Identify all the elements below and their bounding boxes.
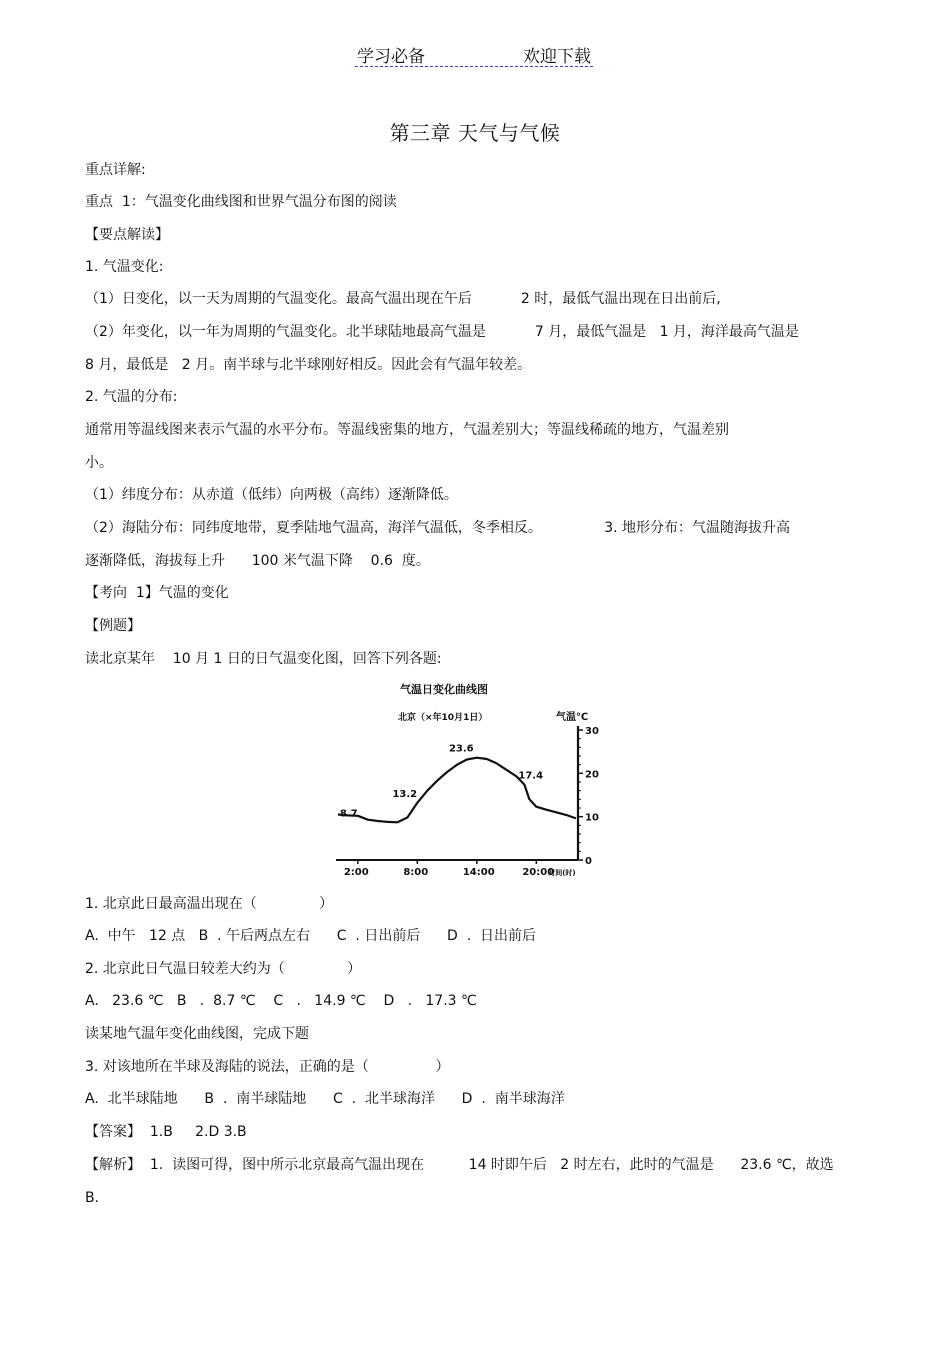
data-label: 8.7 xyxy=(339,808,358,820)
page-header xyxy=(355,40,593,67)
data-label: 13.2 xyxy=(392,788,418,800)
text-line: 【解析】 1. 读图可得，图中所示北京最高气温出现在 14 时即午后 2 时左右，此时的气温是 23.6 ℃，故选 xyxy=(85,1157,834,1173)
text-line: 【答案】 1.B 2.D 3.B xyxy=(85,1124,247,1140)
y-tick-label: 20 xyxy=(585,769,599,781)
x-tick-label: 8:00 xyxy=(403,867,429,878)
text-line: 小。 xyxy=(85,455,113,471)
chart-ylabel: 气温℃ xyxy=(556,712,589,723)
chart-yticks xyxy=(578,726,599,867)
text-line: （1）日变化，以一天为周期的气温变化。最高气温出现在午后 2 时，最低气温出现在日出前后, xyxy=(85,291,721,307)
text-line: 重点 1：气温变化曲线图和世界气温分布图的阅读 xyxy=(85,194,397,210)
x-tick-label: 14:00 xyxy=(462,867,495,878)
text-line: 1. 北京此日最高温出现在（ ） xyxy=(85,896,334,912)
text-line: 通常用等温线图来表示气温的水平分布。等温线密集的地方，气温差别大；等温线稀疏的地方，气温差别 xyxy=(85,422,729,438)
x-axis-label: 时间(时) xyxy=(548,869,576,877)
text-line: 【要点解读】 xyxy=(85,227,169,243)
text-line: A. 中午 12 点 B . 午后两点左右 C . 日出前后 D . 日出前后 xyxy=(85,928,537,944)
y-tick-label: 30 xyxy=(585,726,599,737)
chapter-title: 第三章 天气与气候 xyxy=(389,121,561,145)
text-line: 重点详解: xyxy=(85,162,146,178)
temperature-daily-chart xyxy=(330,680,610,880)
text-line: 2. 气温的分布: xyxy=(85,389,178,405)
text-line: 读北京某年 10 月 1 日的日气温变化图，回答下列各题: xyxy=(85,651,442,667)
text-line: 【例题】 xyxy=(85,618,141,634)
temperature-curve xyxy=(338,758,576,823)
text-line: A. 北半球陆地 B . 南半球陆地 C . 北半球海洋 D . 南半球海洋 xyxy=(85,1091,565,1107)
text-line: B. xyxy=(85,1190,100,1206)
chart-subtitle: 北京（×年10月1日） xyxy=(398,713,488,723)
text-line: 8 月，最低是 2 月。南半球与北半球刚好相反。因此会有气温年较差。 xyxy=(85,357,532,373)
text-line: A. 23.6 ℃ B . 8.7 ℃ C . 14.9 ℃ D . 17.3 ℃ xyxy=(85,993,477,1009)
chart-xticks xyxy=(344,860,576,878)
text-line: 逐渐降低，海拔每上升 100 米气温下降 0.6 度。 xyxy=(85,553,430,569)
text-line: 3. 对该地所在半球及海陆的说法，正确的是（ ） xyxy=(85,1059,450,1075)
header-right: 欢迎下载 xyxy=(523,47,591,67)
text-line: 【考向 1】气温的变化 xyxy=(85,585,229,601)
text-line: （2）海陆分布：同纬度地带，夏季陆地气温高，海洋气温低，冬季相反。 3. 地形分布：气温随海拔升高 xyxy=(85,520,791,536)
data-label: 23.6 xyxy=(448,743,474,755)
text-line: 2. 北京此日气温日较差大约为（ ） xyxy=(85,961,362,977)
x-tick-label: 20:00 xyxy=(522,867,555,878)
text-line: 1. 气温变化: xyxy=(85,259,164,275)
x-tick-label: 2:00 xyxy=(343,867,369,878)
text-line: （2）年变化，以一年为周期的气温变化。北半球陆地最高气温是 7 月，最低气温是 1 月，海洋最高气温是 xyxy=(85,324,799,340)
text-line: （1）纬度分布：从赤道（低纬）向两极（高纬）逐渐降低。 xyxy=(85,487,458,503)
text-line: 读某地气温年变化曲线图，完成下题 xyxy=(85,1026,309,1042)
chart-title: 气温日变化曲线图 xyxy=(400,683,488,696)
header-left: 学习必备 xyxy=(357,47,425,67)
y-tick-label: 10 xyxy=(585,812,599,824)
data-label: 17.4 xyxy=(518,770,544,782)
y-tick-label: 0 xyxy=(585,856,592,867)
chart-annotations xyxy=(340,744,543,820)
